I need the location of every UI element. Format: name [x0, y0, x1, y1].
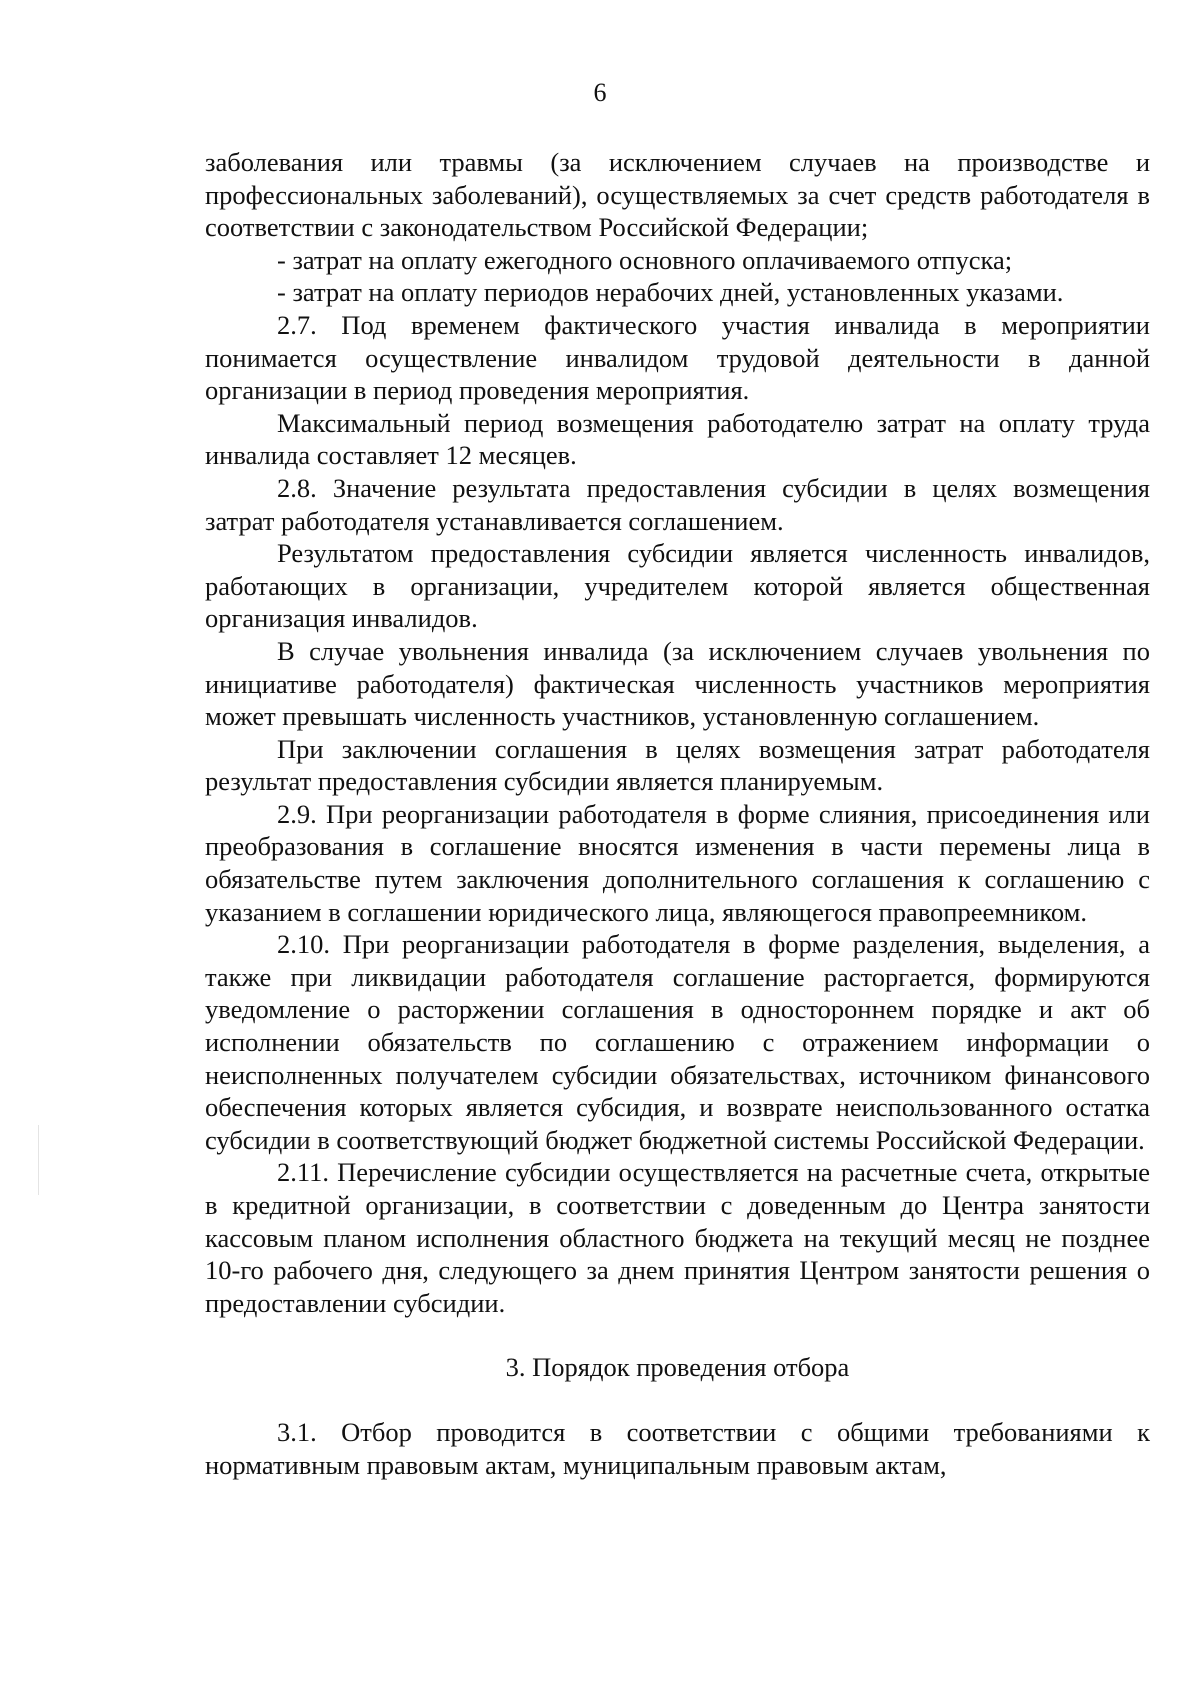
- paragraph-3-1: 3.1. Отбор проводится в соответствии с общими требованиями к нормативным правовым актам, муниципальным правовым актам,: [205, 1416, 1150, 1480]
- paragraph-agreement-planned: При заключении соглашения в целях возмещения затрат работодателя результат предоставления субсидии является планируемым.: [205, 733, 1150, 797]
- scan-margin-mark: [38, 1125, 39, 1195]
- paragraph-max-period: Максимальный период возмещения работодателю затрат на оплату труда инвалида составляет 12 месяцев.: [205, 407, 1150, 471]
- document-body: [205, 146, 1150, 1481]
- paragraph-list-item-vacation: - затрат на оплату ежегодного основного оплачиваемого отпуска;: [277, 244, 1013, 275]
- paragraph-2-7: 2.7. Под временем фактического участия инвалида в мероприятии понимается осуществление инвалидом трудовой деятельности в данной организации в период проведения мероприятия.: [205, 309, 1150, 406]
- paragraph-list-item-nonworking-days: - затрат на оплату периодов нерабочих дней, установленных указами.: [277, 277, 1064, 308]
- paragraph-2-10: 2.10. При реорганизации работодателя в форме разделения, выделения, а также при ликвидации работодателя соглашение расторгается, формируются уведомление о расторжении соглашения в одностороннем порядке и акт об исполнении обязательств по соглашению с отражением информации о неисполненных получателем субсидии обязательствах, источником финансового обеспечения которых является субсидия, и возврате неиспользованного остатка субсидии в соответствующий бюджет бюджетной системы Российской Федерации.: [205, 929, 1150, 1155]
- page-number: 6: [593, 78, 607, 107]
- paragraph-dismissal: В случае увольнения инвалида (за исключением случаев увольнения по инициативе работодателя) фактическая численность участников мероприятия может превышать численность участников, установленную соглашением.: [205, 635, 1150, 732]
- paragraph-continuation: заболевания или травмы (за исключением случаев на производстве и профессиональных заболеваний), осуществляемых за счет средств работодателя в соответствии с законодательством Российской Федерации;: [205, 147, 1150, 243]
- paragraph-2-9: 2.9. При реорганизации работодателя в форме слияния, присоединения или преобразования в соглашение вносятся изменения в части перемены лица в обязательстве путем заключения дополнительного соглашения к соглашению с указанием в соглашении юридического лица, являющегося правопреемником.: [205, 798, 1150, 927]
- paragraph-result: Результатом предоставления субсидии является численность инвалидов, работающих в организации, учредителем которой является общественная организация инвалидов.: [205, 538, 1150, 634]
- paragraph-2-8: 2.8. Значение результата предоставления субсидии в целях возмещения затрат работодателя устанавливается соглашением.: [205, 472, 1150, 536]
- paragraph-2-11: 2.11. Перечисление субсидии осуществляется на расчетные счета, открытые в кредитной организации, в соответствии с доведенным до Центра занятости кассовым планом исполнения областного бюджета на текущий месяц не позднее 10-го рабочего дня, следующего за днем принятия Центром занятости решения о предоставлении субсидии.: [205, 1157, 1150, 1318]
- section-heading: 3. Порядок проведения отбора: [505, 1352, 850, 1383]
